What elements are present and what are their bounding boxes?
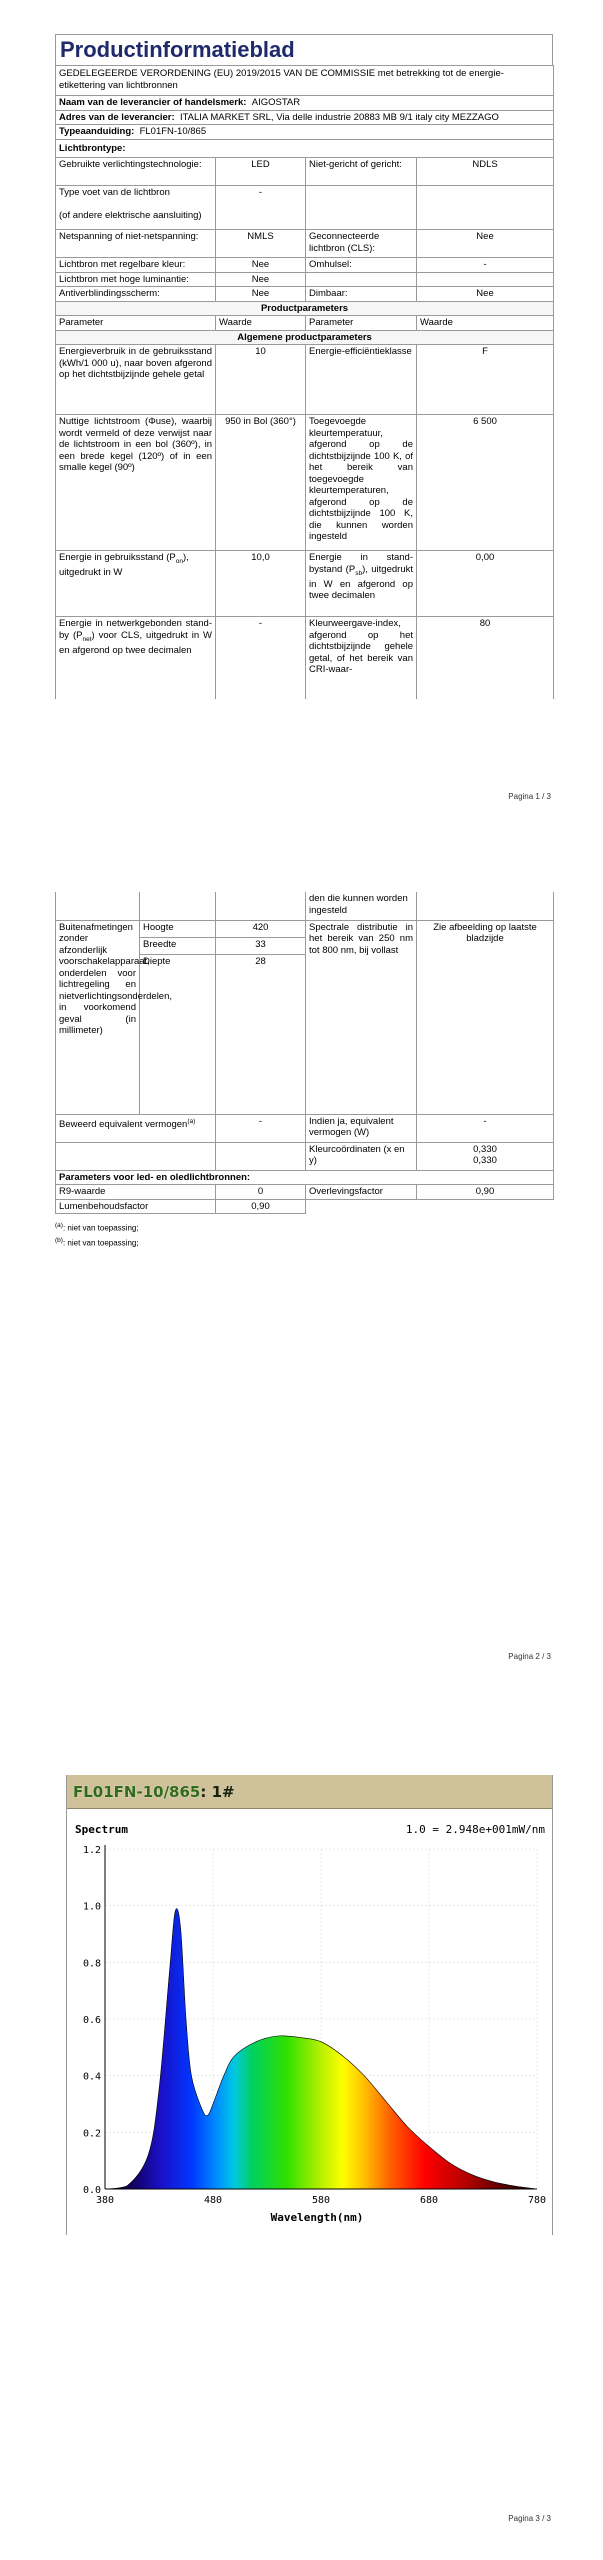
footnote-a <box>55 1220 553 1235</box>
cri-label-cont: den die kunnen worden ingesteld <box>306 892 417 920</box>
model-row <box>56 125 554 140</box>
netstandby-label-b: ) voor CLS, uitgedrukt in W en afgerond op twee decimalen <box>59 629 212 656</box>
general-params-heading: Algemene productparameters <box>56 330 554 345</box>
supplier-label: Naam van de leverancier of handelsmerk: <box>59 97 247 108</box>
high-lum-label: Lichtbron met hoge luminantie: <box>56 272 216 287</box>
col-value-2: Waarde <box>417 316 554 331</box>
x-tick-label: 580 <box>311 2195 331 2206</box>
spectrum-header <box>67 1775 552 1809</box>
onmode-label <box>56 551 216 617</box>
y-tick-label: 0.6 <box>82 2015 101 2026</box>
survival-label: Overlevingsfactor <box>306 1185 417 1200</box>
footnote-b-mark: (b) <box>55 1236 63 1244</box>
footnote-b <box>55 1235 553 1250</box>
energy-class-value: F <box>417 345 554 415</box>
page-2 <box>0 860 603 1690</box>
lumen-value: 0,90 <box>216 1199 306 1214</box>
dimmable-value: Nee <box>417 287 554 302</box>
spectrum-chart <box>67 1809 552 2233</box>
antiglare-label: Antiverblindingsscherm: <box>56 287 216 302</box>
chroma-values <box>417 1142 554 1170</box>
energy-use-label: Energieverbruik in de gebruiksstand (kWh/1 000 u), naar boven afgerond op het dichtstbijzijnde gehele getal <box>56 345 216 415</box>
y-tick-label: 0.2 <box>82 2128 101 2140</box>
lightsource-type-heading: Lichtbrontype: <box>56 139 554 158</box>
supplier-row <box>56 96 554 111</box>
standby-label-b: ), uitgedrukt in W en afgerond op twee decimalen <box>309 563 413 602</box>
width-label: Breedte <box>140 937 216 954</box>
antiglare-value: Nee <box>216 287 306 302</box>
nondirectional-label: Niet-gericht of gericht: <box>306 158 417 186</box>
nondirectional-value: NDLS <box>417 158 554 186</box>
x-tick-label: 680 <box>419 2195 439 2206</box>
col-param-1: Parameter <box>56 316 216 331</box>
supplier-value: AIGOSTAR <box>251 97 301 108</box>
standby-value: 0,00 <box>417 551 554 617</box>
onmode-label-b: ), uitgedrukt in W <box>59 552 189 579</box>
cls-value: Nee <box>417 230 554 258</box>
tech-value: LED <box>216 158 306 186</box>
product-params-heading: Productparameters <box>56 301 554 316</box>
equiv-label <box>56 1114 216 1142</box>
energy-class-label: Energie-efficiëntieklasse <box>306 345 417 415</box>
lumen-label: Lumenbehoudsfactor <box>56 1199 216 1214</box>
survival-value: 0,90 <box>417 1185 554 1200</box>
cri-value: 80 <box>417 617 554 699</box>
spectrum-suffix: : 1# <box>200 1782 235 1801</box>
netstandby-value: - <box>216 617 306 699</box>
spectrum-figure <box>66 1775 553 2235</box>
cap-label-line2: (of andere elektrische aansluiting) <box>59 210 202 221</box>
depth-label: Diepte <box>140 954 216 1114</box>
equiv-label-sup: (a) <box>187 1117 196 1125</box>
cct-label: Toegevoegde kleurtemperatuur, afgerond op de dichtstbijzijnde 100 K, of het bereik van toegevoegde kleurtemperaturen, afgerond op de dichtstbijzijnde 100 K, die kunnen worden ingesteld <box>306 415 417 551</box>
mains-label: Netspanning of niet-netspanning: <box>56 230 216 258</box>
col-param-2: Parameter <box>306 316 417 331</box>
chart-annotation: 1.0 = 2.948e+001mW/nm <box>405 1823 545 1836</box>
envelope-label: Omhulsel: <box>306 258 417 273</box>
led-params-heading: Parameters voor led- en oledlichtbronnen: <box>56 1170 554 1185</box>
footnote-a-mark: (a) <box>55 1222 63 1229</box>
address-label: Adres van de leverancier: <box>59 111 175 123</box>
page-number-1: Pagina 1 / 3 <box>508 792 551 801</box>
netstandby-label-sub: net <box>82 635 92 643</box>
y-tick-label: 0.4 <box>82 2071 101 2083</box>
x-tick-label: 780 <box>527 2195 547 2206</box>
dims-label: Buitenafmetingen zonder afzonderlijk voorschakelapparaat, onderdelen voor lichtregeling en nietverlichtingsonderdelen, in voorkomend geval (in millimeter) <box>56 920 140 1114</box>
flux-value: 950 in Bol (360°) <box>216 415 306 551</box>
y-tick-label: 1.2 <box>82 1845 101 1856</box>
mains-value: NMLS <box>216 230 306 258</box>
onmode-value: 10,0 <box>216 551 306 617</box>
page-number-3: Pagina 3 / 3 <box>508 2514 551 2523</box>
equiv-w-label: Indien ja, equivalent vermogen (W) <box>306 1114 417 1142</box>
model-label: Typeaanduiding: <box>59 126 135 137</box>
standby-label <box>306 551 417 617</box>
cri-label: Kleurweergave-index, afgerond op het dichtstbijzijnde gehele getal, of het bereik van CRI-waar- <box>306 617 417 699</box>
spectral-value: Zie afbeelding op laatste bladzijde <box>417 920 554 1114</box>
x-tick-label: 380 <box>95 2195 115 2206</box>
netstandby-label-a: Energie in netwerkgebonden stand-by (P <box>59 618 212 641</box>
product-info-table <box>55 65 554 699</box>
footnote-b-text: : niet van toepassing; <box>62 1238 139 1248</box>
y-tick-label: 1.0 <box>82 1901 101 1913</box>
chroma-label: Kleurcoördinaten (x en y) <box>306 1142 417 1170</box>
standby-label-a: Energie in stand-bystand (P <box>309 552 413 575</box>
height-label: Hoogte <box>140 920 216 937</box>
regulation-text: GEDELEGEERDE VERORDENING (EU) 2019/2015 VAN DE COMMISSIE met betrekking tot de energie-etikettering van lichtbronnen <box>56 66 554 96</box>
flux-label: Nuttige lichtstroom (Φuse), waarbij wordt vermeld of deze verwijst naar de lichtstroom in een bol (360º), in een brede kegel (120º) of in een smalle kegel (90º) <box>56 415 216 551</box>
y-tick-label: 0.0 <box>82 2185 101 2196</box>
cap-label-line1: Type voet van de lichtbron <box>59 187 170 198</box>
footnote-a-text: : niet van toepassing; <box>62 1223 139 1233</box>
onmode-label-sub: on <box>175 557 183 565</box>
r9-value: 0 <box>216 1185 306 1200</box>
colour-tunable-value: Nee <box>216 258 306 273</box>
x-tick-label: 480 <box>203 2195 223 2206</box>
colour-tunable-label: Lichtbron met regelbare kleur: <box>56 258 216 273</box>
tech-label: Gebruikte verlichtingstechnologie: <box>56 158 216 186</box>
page-1 <box>0 0 603 830</box>
high-lum-value: Nee <box>216 272 306 287</box>
netstandby-label <box>56 617 216 699</box>
cap-value: - <box>216 186 306 230</box>
energy-use-value: 10 <box>216 345 306 415</box>
equiv-label-text: Beweerd equivalent vermogen <box>59 1118 188 1130</box>
chart-title: Spectrum <box>75 1823 128 1836</box>
page-number-2: Pagina 2 / 3 <box>508 1652 551 1661</box>
equiv-value: - <box>216 1114 306 1142</box>
cap-label <box>56 186 216 230</box>
chroma-x: 0,330 <box>473 1143 497 1155</box>
spectral-label: Spectrale distributie in het bereik van 250 nm tot 800 nm, bij vollast <box>306 920 417 1114</box>
footnotes <box>55 1220 553 1249</box>
address-value: ITALIA MARKET SRL, Via delle industrie 20883 MB 9/1 italy city MEZZAGO <box>179 111 499 123</box>
cct-value: 6 500 <box>417 415 554 551</box>
model-value: FL01FN-10/865 <box>139 126 207 137</box>
address-row <box>56 110 554 125</box>
standby-label-sub: sb <box>355 569 363 577</box>
y-tick-label: 0.8 <box>82 1958 101 1970</box>
x-axis-label: Wavelength(nm) <box>270 2211 364 2224</box>
product-sheet-page-2 <box>55 892 553 1249</box>
depth-value: 28 <box>216 954 306 1114</box>
dimmable-label: Dimbaar: <box>306 287 417 302</box>
cls-label: Geconnecteerde lichtbron (CLS): <box>306 230 417 258</box>
col-value-1: Waarde <box>216 316 306 331</box>
height-value: 420 <box>216 920 306 937</box>
page-title: Productinformatieblad <box>55 34 553 65</box>
equiv-w-value: - <box>417 1114 554 1142</box>
product-sheet-page-1 <box>55 34 553 699</box>
product-info-table-cont <box>55 892 554 1214</box>
onmode-label-a: Energie in gebruiksstand (P <box>59 552 176 563</box>
spectrum-model-id: FL01FN-10/865 <box>73 1782 201 1801</box>
width-value: 33 <box>216 937 306 954</box>
envelope-value: - <box>417 258 554 273</box>
chroma-y: 0,330 <box>473 1155 497 1166</box>
r9-label: R9-waarde <box>56 1185 216 1200</box>
